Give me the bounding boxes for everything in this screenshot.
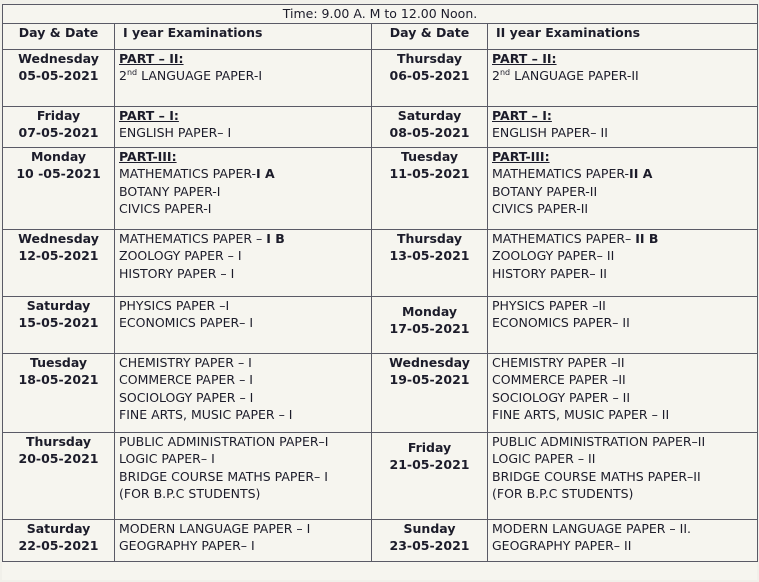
paper-line: CIVICS PAPER-I — [119, 201, 212, 216]
paper-line: SOCIOLOGY PAPER – I — [119, 389, 254, 405]
first-year-day-cell — [3, 296, 115, 353]
day-name: Saturday — [26, 520, 91, 536]
exam-date: 17-05-2021 — [389, 321, 470, 336]
paper-line: ENGLISH PAPER– II — [492, 125, 608, 140]
paper-name: LANGUAGE PAPER-I — [137, 68, 263, 83]
second-year-day-cell — [372, 519, 488, 561]
paper-line: BOTANY PAPER-I — [119, 183, 221, 199]
first-year-day-cell — [3, 106, 115, 147]
paper-line: (FOR B.P.C STUDENTS) — [119, 486, 261, 501]
day-name: Monday — [30, 148, 87, 164]
first-year-exam-cell — [115, 229, 372, 296]
day-name: Thursday — [396, 230, 463, 246]
time-row — [3, 5, 758, 24]
paper-name: MATHEMATICS PAPER- — [492, 166, 630, 181]
paper-line: BRIDGE COURSE MATHS PAPER– I — [119, 468, 328, 484]
table-row — [3, 296, 758, 353]
paper-line: PHYSICS PAPER –II — [492, 297, 606, 313]
paper-code: I B — [266, 230, 285, 246]
day-name: Wednesday — [389, 354, 470, 370]
second-year-exam-cell — [488, 49, 758, 106]
paper-line — [119, 165, 367, 183]
ordinal-number: 2 — [492, 68, 500, 83]
table-row — [3, 106, 758, 147]
exam-date: 21-05-2021 — [389, 457, 470, 472]
header-day-date-2: Day & Date — [372, 23, 488, 49]
second-year-day-cell — [372, 229, 488, 296]
first-year-exam-cell — [115, 296, 372, 353]
day-name: Thursday — [25, 433, 92, 449]
table-row — [3, 432, 758, 519]
paper-line: ZOOLOGY PAPER– II — [492, 248, 615, 263]
header-second-year: II year Examinations — [488, 23, 758, 49]
exam-date: 13-05-2021 — [389, 248, 470, 263]
paper-line — [492, 165, 753, 183]
paper-line: PHYSICS PAPER –I — [119, 297, 230, 313]
day-name: Friday — [36, 107, 81, 123]
first-year-day-cell — [3, 519, 115, 561]
paper-line: SOCIOLOGY PAPER – II — [492, 389, 631, 405]
paper-line: GEOGRAPHY PAPER– II — [492, 538, 632, 553]
exam-date: 23-05-2021 — [389, 538, 470, 553]
header-row — [3, 23, 758, 49]
exam-date: 08-05-2021 — [389, 125, 470, 140]
paper-name: LANGUAGE PAPER-II — [510, 68, 639, 83]
part-label: PART – I: — [119, 107, 179, 123]
first-year-exam-cell — [115, 432, 372, 519]
day-name: Wednesday — [18, 50, 99, 66]
part-label: PART – I: — [492, 107, 552, 123]
day-name: Monday — [401, 303, 458, 319]
first-year-day-cell — [3, 49, 115, 106]
paper-line — [492, 67, 753, 85]
exam-timetable — [2, 4, 757, 580]
exam-date: 11-05-2021 — [389, 166, 470, 181]
paper-line: HISTORY PAPER– II — [492, 265, 607, 281]
exam-date: 20-05-2021 — [18, 451, 99, 466]
paper-line: FINE ARTS, MUSIC PAPER – II — [492, 407, 670, 422]
paper-line: PUBLIC ADMINISTRATION PAPER–II — [492, 433, 706, 449]
second-year-exam-cell — [488, 353, 758, 432]
first-year-exam-cell — [115, 147, 372, 229]
paper-line — [119, 230, 367, 248]
paper-line — [119, 67, 367, 85]
second-year-exam-cell — [488, 296, 758, 353]
second-year-day-cell — [372, 49, 488, 106]
day-name: Tuesday — [29, 354, 88, 370]
paper-name: MATHEMATICS PAPER– — [492, 230, 636, 246]
second-year-exam-cell — [488, 229, 758, 296]
paper-line: CHEMISTRY PAPER –II — [492, 354, 625, 370]
second-year-day-cell — [372, 106, 488, 147]
first-year-day-cell — [3, 353, 115, 432]
paper-line: CHEMISTRY PAPER – I — [119, 354, 252, 370]
paper-name: MATHEMATICS PAPER – — [119, 230, 267, 246]
header-first-year: I year Examinations — [115, 23, 372, 49]
first-year-day-cell — [3, 432, 115, 519]
paper-line — [492, 230, 753, 248]
paper-line: ENGLISH PAPER– I — [119, 125, 232, 140]
first-year-exam-cell — [115, 49, 372, 106]
paper-line: CIVICS PAPER-II — [492, 201, 589, 216]
paper-line: HISTORY PAPER – I — [119, 265, 235, 281]
exam-date: 06-05-2021 — [389, 68, 470, 83]
exam-date: 19-05-2021 — [389, 372, 470, 387]
day-name: Sunday — [403, 520, 456, 536]
exam-time: Time: 9.00 A. M to 12.00 Noon. — [3, 5, 758, 24]
day-name: Saturday — [397, 107, 462, 123]
paper-code: II A — [629, 166, 653, 181]
exam-date: 15-05-2021 — [18, 315, 99, 330]
header-day-date-1: Day & Date — [3, 23, 115, 49]
part-label: PART-III: — [119, 148, 177, 164]
first-year-exam-cell — [115, 519, 372, 561]
paper-line: ECONOMICS PAPER– I — [119, 315, 254, 330]
table-row — [3, 49, 758, 106]
second-year-exam-cell — [488, 106, 758, 147]
paper-code: II B — [635, 230, 659, 246]
part-label: PART-III: — [492, 148, 550, 164]
exam-date: 22-05-2021 — [18, 538, 99, 553]
first-year-day-cell — [3, 229, 115, 296]
second-year-day-cell — [372, 432, 488, 519]
paper-line: FINE ARTS, MUSIC PAPER – I — [119, 407, 293, 422]
part-label: PART – II: — [492, 50, 557, 66]
table-row — [3, 229, 758, 296]
first-year-exam-cell — [115, 353, 372, 432]
first-year-day-cell — [3, 147, 115, 229]
exam-date: 05-05-2021 — [18, 68, 99, 83]
paper-line: BRIDGE COURSE MATHS PAPER–II — [492, 468, 701, 484]
exam-date: 18-05-2021 — [18, 372, 99, 387]
ordinal-suffix: nd — [499, 67, 511, 77]
second-year-exam-cell — [488, 519, 758, 561]
table-row — [3, 147, 758, 229]
second-year-exam-cell — [488, 432, 758, 519]
paper-line: MODERN LANGUAGE PAPER – II. — [492, 520, 691, 536]
second-year-day-cell — [372, 147, 488, 229]
day-name: Tuesday — [400, 148, 459, 164]
timetable-table — [2, 4, 758, 562]
paper-line: COMMERCE PAPER –II — [492, 372, 626, 387]
paper-line: BOTANY PAPER-II — [492, 183, 598, 199]
part-label: PART – II: — [119, 50, 184, 66]
paper-line: PUBLIC ADMINISTRATION PAPER–I — [119, 433, 329, 449]
exam-date: 10 -05-2021 — [16, 166, 101, 181]
second-year-exam-cell — [488, 147, 758, 229]
paper-line: GEOGRAPHY PAPER– I — [119, 538, 255, 553]
second-year-day-cell — [372, 296, 488, 353]
paper-line: MODERN LANGUAGE PAPER – I — [119, 520, 311, 536]
day-name: Wednesday — [18, 230, 99, 246]
table-row — [3, 519, 758, 561]
day-name: Saturday — [26, 297, 91, 313]
day-name: Thursday — [396, 50, 463, 66]
second-year-day-cell — [372, 353, 488, 432]
paper-code: I A — [256, 166, 275, 181]
ordinal-suffix: nd — [126, 67, 138, 77]
paper-line: ECONOMICS PAPER– II — [492, 315, 630, 330]
first-year-exam-cell — [115, 106, 372, 147]
exam-date: 07-05-2021 — [18, 125, 99, 140]
day-name: Friday — [407, 439, 452, 455]
exam-date: 12-05-2021 — [18, 248, 99, 263]
paper-line: COMMERCE PAPER – I — [119, 372, 253, 387]
paper-line: LOGIC PAPER– I — [119, 451, 215, 466]
table-row — [3, 353, 758, 432]
paper-line: LOGIC PAPER – II — [492, 451, 596, 466]
paper-line: ZOOLOGY PAPER – I — [119, 248, 242, 263]
paper-name: MATHEMATICS PAPER- — [119, 166, 257, 181]
paper-line: (FOR B.P.C STUDENTS) — [492, 486, 634, 501]
ordinal-number: 2 — [119, 68, 127, 83]
